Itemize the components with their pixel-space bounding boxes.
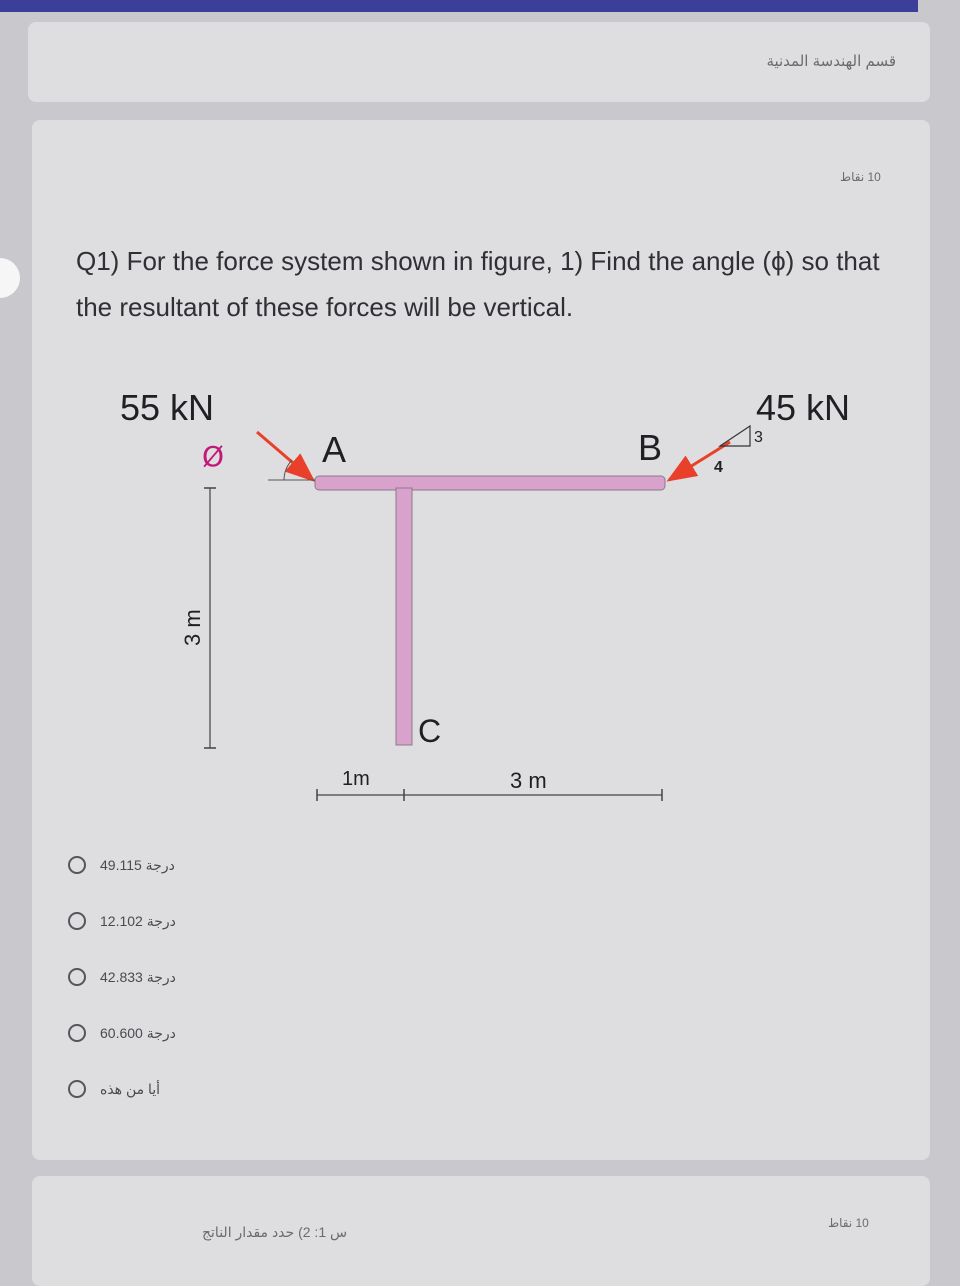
question-points: 10 نقاط <box>840 170 881 184</box>
top-accent-bar <box>0 0 918 12</box>
next-question-points: 10 نقاط <box>828 1216 869 1230</box>
option-label: 49.115 درجة <box>100 856 175 873</box>
point-b-label: B <box>638 427 663 468</box>
option-4[interactable] <box>68 1018 368 1048</box>
option-2[interactable] <box>68 906 368 936</box>
radio-circle[interactable] <box>68 1024 86 1042</box>
question-card <box>32 120 930 1160</box>
vertical-member <box>396 488 412 745</box>
option-1[interactable] <box>68 850 368 880</box>
angle-symbol: Ø <box>202 440 225 473</box>
option-label: 42.833 درجة <box>100 968 176 985</box>
slope-run-label: 4 <box>714 459 723 476</box>
dim-right-label: 3 m <box>510 768 547 793</box>
next-question-card <box>32 1176 930 1286</box>
horizontal-member <box>315 476 665 490</box>
force-right-label: 45 kN <box>756 387 851 428</box>
radio-circle[interactable] <box>68 856 86 874</box>
next-question-title: س 1: 2) حدد مقدار الناتج <box>202 1224 348 1240</box>
option-5[interactable] <box>68 1074 368 1104</box>
point-a-label: A <box>322 429 347 470</box>
section-header-card <box>28 22 930 102</box>
section-title: قسم الهندسة المدنية <box>766 53 896 70</box>
option-label: أيا من هذه <box>100 1080 161 1097</box>
force-left-label: 55 kN <box>120 387 215 428</box>
option-label: 60.600 درجة <box>100 1024 176 1041</box>
slope-rise-label: 3 <box>754 429 763 446</box>
dim-height-label: 3 m <box>180 609 205 646</box>
slope-triangle <box>720 426 750 446</box>
dim-left-label: 1m <box>342 768 370 790</box>
option-3[interactable] <box>68 962 368 992</box>
force-system-figure <box>32 120 930 840</box>
angle-arc <box>284 460 292 480</box>
point-c-label: C <box>418 713 442 749</box>
question-text: Q1) For the force system shown in figure, 1) Find the angle (ϕ) so that the resultant of these forces will be vertical. <box>76 246 880 322</box>
option-label: 12.102 درجة <box>100 912 176 929</box>
radio-circle[interactable] <box>68 968 86 986</box>
radio-circle[interactable] <box>68 1080 86 1098</box>
side-indicator <box>0 258 20 298</box>
radio-circle[interactable] <box>68 912 86 930</box>
